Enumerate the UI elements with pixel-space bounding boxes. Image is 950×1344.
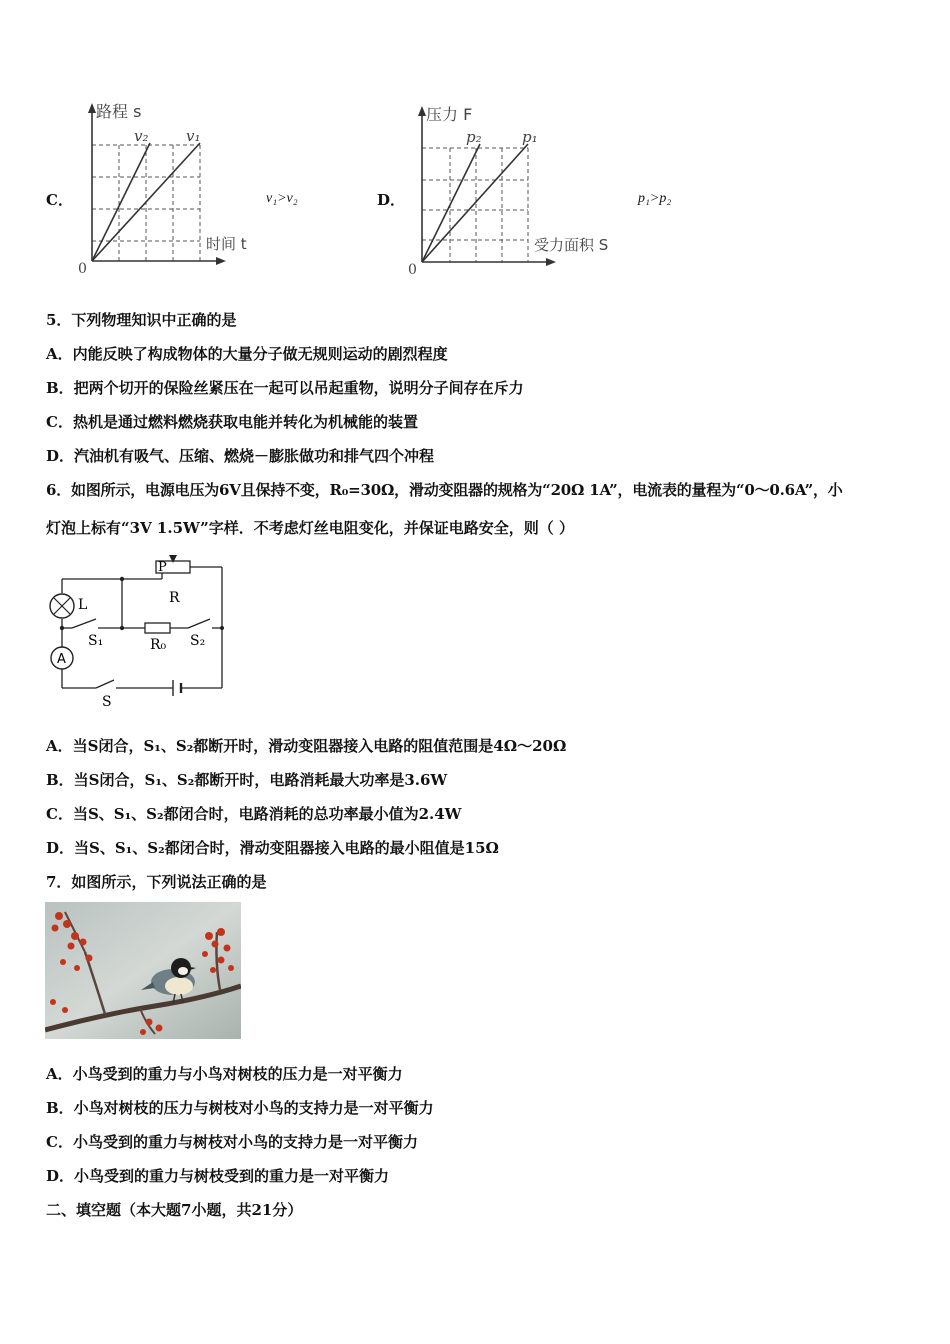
resistor-r0-label: R₀ — [150, 637, 167, 653]
line-p1 — [422, 144, 528, 262]
q5-option-d: D．汽油机有吸气、压缩、燃烧－膨胀做功和排气四个冲程 — [46, 447, 435, 465]
q5-option-a: A．内能反映了构成物体的大量分子做无规则运动的剧烈程度 — [46, 345, 448, 363]
p1-label: p₁ — [522, 128, 538, 146]
p2-label: p₂ — [466, 128, 482, 146]
resistor-r0-symbol — [145, 623, 170, 633]
q5-option-b: B．把两个切开的保险丝紧压在一起可以吊起重物，说明分子间存在斥力 — [46, 379, 524, 397]
option-c-comparison: v₁>v₂ — [266, 191, 298, 206]
q6-stem-line1: 6．如图所示，电源电压为6V且保持不变，R₀=30Ω，滑动变阻器的规格为“20Ω 1A”，电流表的量程为“0～0.6A”，小 — [46, 481, 843, 499]
q7-option-c: C．小鸟受到的重力与树枝对小鸟的支持力是一对平衡力 — [46, 1133, 418, 1151]
slider-label: P — [158, 560, 167, 575]
circuit-diagram — [40, 555, 240, 710]
distance-time-graph — [70, 95, 270, 280]
y-axis-label: 压力 F — [426, 105, 473, 124]
lamp-label: L — [78, 597, 88, 613]
q6-option-a: A．当S闭合，S₁、S₂都断开时，滑动变阻器接入电路的阻值范围是4Ω～20Ω — [46, 737, 567, 755]
line-v2 — [92, 143, 150, 261]
q7-stem: 7．如图所示，下列说法正确的是 — [46, 873, 267, 891]
section-2-title: 二、填空题（本大题7小题，共21分） — [46, 1201, 303, 1219]
q7-option-b: B．小鸟对树枝的压力与树枝对小鸟的支持力是一对平衡力 — [46, 1099, 434, 1117]
rheostat-label: R — [169, 590, 180, 606]
v1-label: v₁ — [186, 127, 201, 145]
origin-label: 0 — [78, 261, 87, 277]
q7-option-d: D．小鸟受到的重力与树枝受到的重力是一对平衡力 — [46, 1167, 390, 1185]
option-c-label: C． — [46, 191, 73, 209]
q6-option-c: C．当S、S₁、S₂都闭合时，电路消耗的总功率最小值为2.4W — [46, 805, 462, 823]
pressure-area-graph — [400, 98, 650, 280]
q5-option-c: C．热机是通过燃料燃烧获取电能并转化为机械能的装置 — [46, 413, 418, 431]
switch-s1-label: S₁ — [88, 633, 104, 649]
bird-on-branch-photo — [45, 902, 241, 1039]
x-axis-label: 时间 t — [206, 235, 247, 253]
switch-s-label: S — [102, 694, 112, 710]
q6-stem-line2: 灯泡上标有“3V 1.5W”字样．不考虑灯丝电阻变化，并保证电路安全，则（ ） — [46, 519, 574, 537]
origin-label: 0 — [408, 262, 417, 278]
q6-option-d: D．当S、S₁、S₂都闭合时，滑动变阻器接入电路的最小阻值是15Ω — [46, 839, 499, 857]
option-d-label: D． — [377, 191, 406, 209]
v2-label: v₂ — [134, 127, 149, 145]
q5-stem: 5．下列物理知识中正确的是 — [46, 311, 237, 329]
option-d-comparison: p₁>p₂ — [638, 191, 672, 206]
switch-s2-label: S₂ — [190, 633, 206, 649]
y-axis-label: 路程 s — [96, 102, 142, 121]
ammeter-label: A — [57, 652, 66, 667]
x-axis-label: 受力面积 S — [534, 236, 609, 254]
q7-option-a: A．小鸟受到的重力与小鸟对树枝的压力是一对平衡力 — [46, 1065, 403, 1083]
line-p2 — [422, 144, 480, 262]
q6-option-b: B．当S闭合，S₁、S₂都断开时，电路消耗最大功率是3.6W — [46, 771, 448, 789]
